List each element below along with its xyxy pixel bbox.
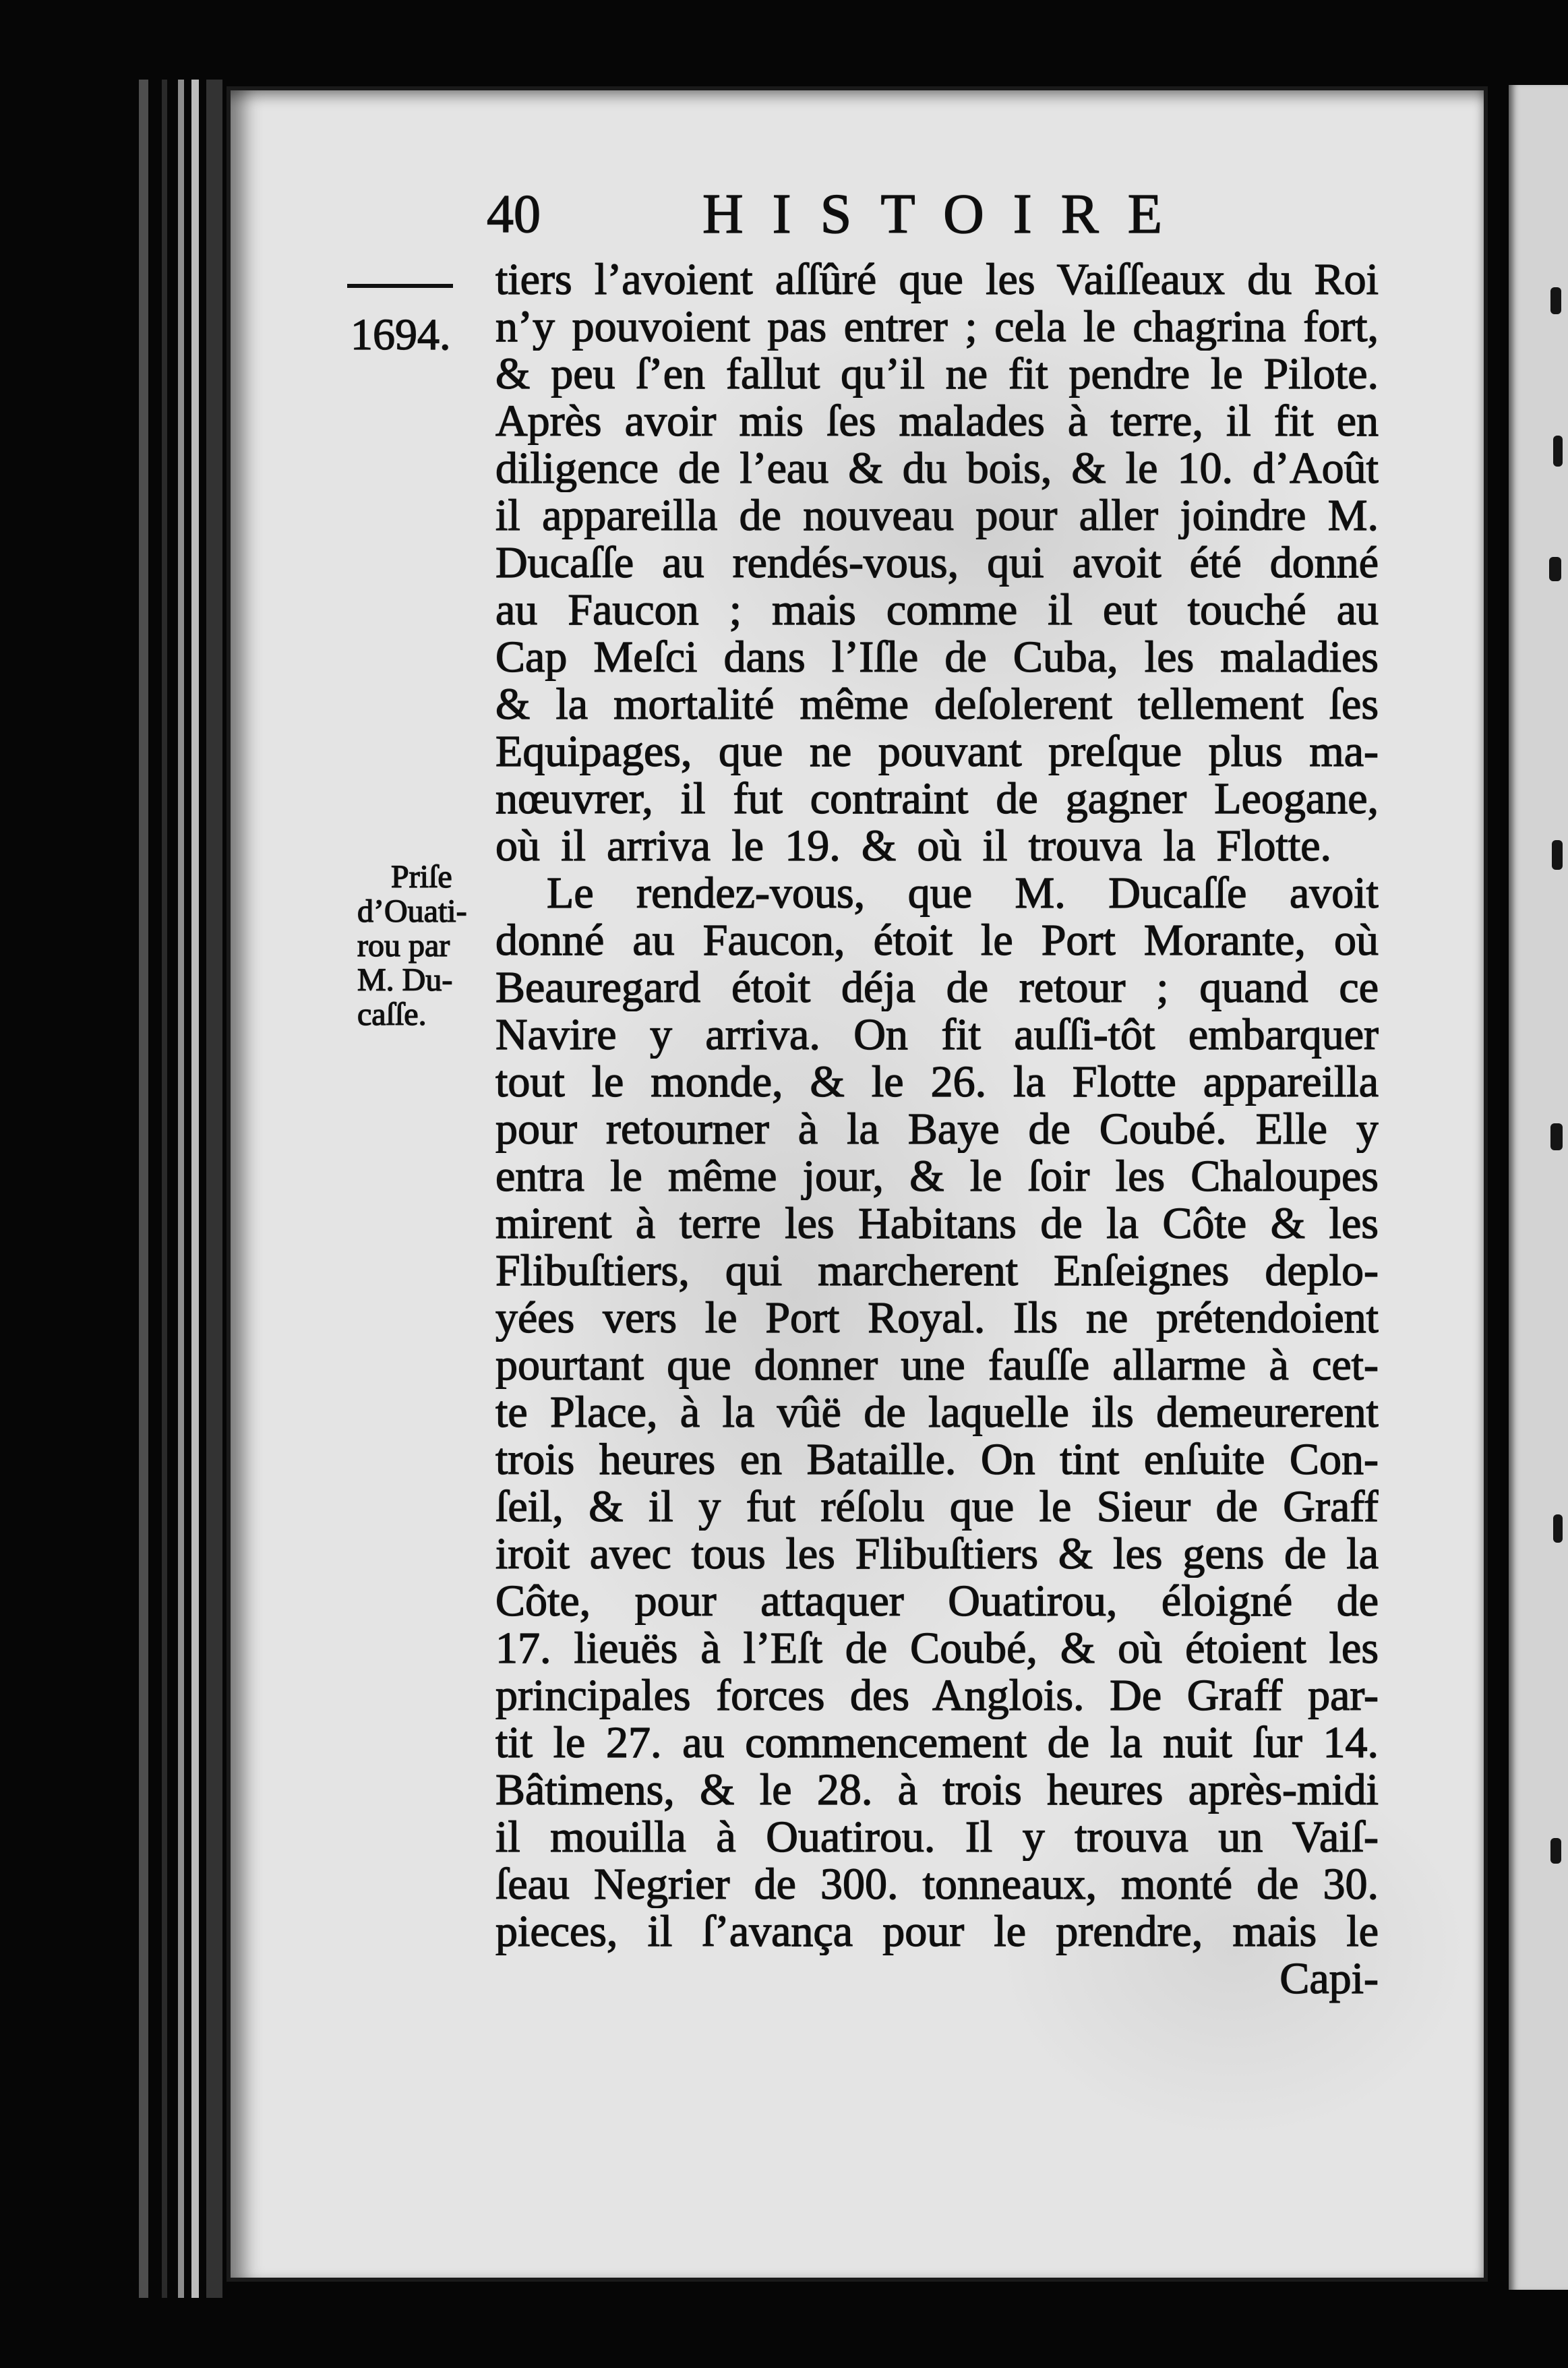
facing-page-edge (1509, 85, 1568, 2290)
text-line: ſeau Negrier de 300. tonneaux, monté de 30. (495, 1861, 1379, 1908)
body-text (495, 256, 1379, 2003)
text-line: Bâtimens, & le 28. à trois heures après-midi (495, 1767, 1379, 1814)
text-line: Beauregard étoit déja de retour ; quand ce (495, 964, 1379, 1011)
text-line: où il arriva le 19. & où il trouva la Flotte. (495, 823, 1331, 870)
margin-note-line: Priſe (391, 859, 452, 895)
glyph-fragment (1553, 436, 1563, 467)
text-line: trois heures en Bataille. On tint enſuite Con- (495, 1436, 1379, 1483)
text-line: & peu ſ’en fallut qu’il ne fit pendre le Pilote. (495, 351, 1379, 398)
margin-note-line: d’Ouati- (357, 893, 467, 929)
glyph-fragment (1550, 287, 1561, 314)
text-line: Ducaſſe au rendés-vous, qui avoit été donné (495, 539, 1379, 587)
text-line: il appareilla de nouveau pour aller joindre M. (495, 492, 1379, 539)
text-line: n’y pouvoient pas entrer ; cela le chagrina fort, (495, 303, 1379, 351)
text-line: au Faucon ; mais comme il eut touché au (495, 587, 1379, 634)
running-head-title: HISTOIRE (702, 183, 1192, 245)
paragraph-first-line: Le rendez-vous, que M. Ducaſſe avoit (547, 870, 1379, 917)
text-line: il mouilla à Ouatirou. Il y trouva un Vaiſ- (495, 1814, 1379, 1861)
text-line: te Place, à la vûë de laquelle ils demeurerent (495, 1389, 1379, 1436)
gutter-stripe (206, 80, 222, 2298)
catchword: Capi- (1279, 1954, 1379, 2003)
glyph-fragment (1552, 840, 1563, 870)
margin-note (357, 860, 489, 1032)
text-line: tiers l’avoient aſſûré que les Vaiſſeaux du Roi (495, 256, 1379, 303)
text-line: donné au Faucon, étoit le Port Morante, où (495, 917, 1379, 964)
text-line: pourtant que donner une fauſſe allarme à cet- (495, 1342, 1379, 1389)
text-line: 17. lieuës à l’Eſt de Coubé, & où étoient les (495, 1625, 1379, 1672)
text-line: entra le même jour, & le ſoir les Chaloupes (495, 1153, 1379, 1200)
text-line: ſeil, & il y fut réſolu que le Sieur de Graff (495, 1483, 1379, 1531)
gutter-stripe (139, 80, 148, 2298)
text-line: diligence de l’eau & du bois, & le 10. d’Août (495, 445, 1379, 492)
gutter-stripe (191, 80, 199, 2298)
margin-note-line: caſſe. (357, 997, 427, 1032)
text-line: pieces, il ſ’avança pour le prendre, mais le (495, 1908, 1379, 1955)
page-number: 40 (487, 185, 541, 244)
text-line: Equipages, que ne pouvant preſque plus ma- (495, 728, 1379, 775)
glyph-fragment (1549, 557, 1561, 581)
text-line: tit le 27. au commencement de la nuit ſur 14. (495, 1719, 1379, 1767)
text-line: Navire y arriva. On fit auſſi-tôt embarquer (495, 1011, 1379, 1059)
text-line: Après avoir mis ſes malades à terre, il fit en (495, 398, 1379, 445)
text-line: mirent à terre les Habitans de la Côte & les (495, 1200, 1379, 1247)
margin-rule (347, 284, 453, 288)
text-line: Cap Meſci dans l’Iſle de Cuba, les maladies (495, 634, 1379, 681)
text-line: Flibuſtiers, qui marcherent Enſeignes deplo- (495, 1247, 1379, 1295)
text-line: iroit avec tous les Flibuſtiers & les gens de la (495, 1531, 1379, 1578)
margin-note-line: rou par (357, 928, 450, 964)
text-line: pour retourner à la Baye de Coubé. Elle y (495, 1106, 1379, 1153)
gutter-stripe (178, 80, 184, 2298)
text-line: tout le monde, & le 26. la Flotte appareilla (495, 1059, 1379, 1106)
glyph-fragment (1550, 1838, 1561, 1864)
text-line: principales forces des Anglois. De Graff par- (495, 1672, 1379, 1719)
text-line: Côte, pour attaquer Ouatirou, éloigné de (495, 1578, 1379, 1625)
gutter-stripe (162, 80, 167, 2298)
glyph-fragment (1550, 1123, 1563, 1150)
text-line: nœuvrer, il fut contraint de gagner Leogane, (495, 775, 1379, 823)
text-line: yées vers le Port Royal. Ils ne prétendoient (495, 1295, 1379, 1342)
margin-year: 1694. (351, 310, 451, 359)
book-page (227, 86, 1488, 2282)
text-line: & la mortalité même deſolerent tellement ſes (495, 681, 1379, 728)
margin-note-line: M. Du- (357, 962, 453, 998)
glyph-fragment (1553, 1514, 1563, 1543)
